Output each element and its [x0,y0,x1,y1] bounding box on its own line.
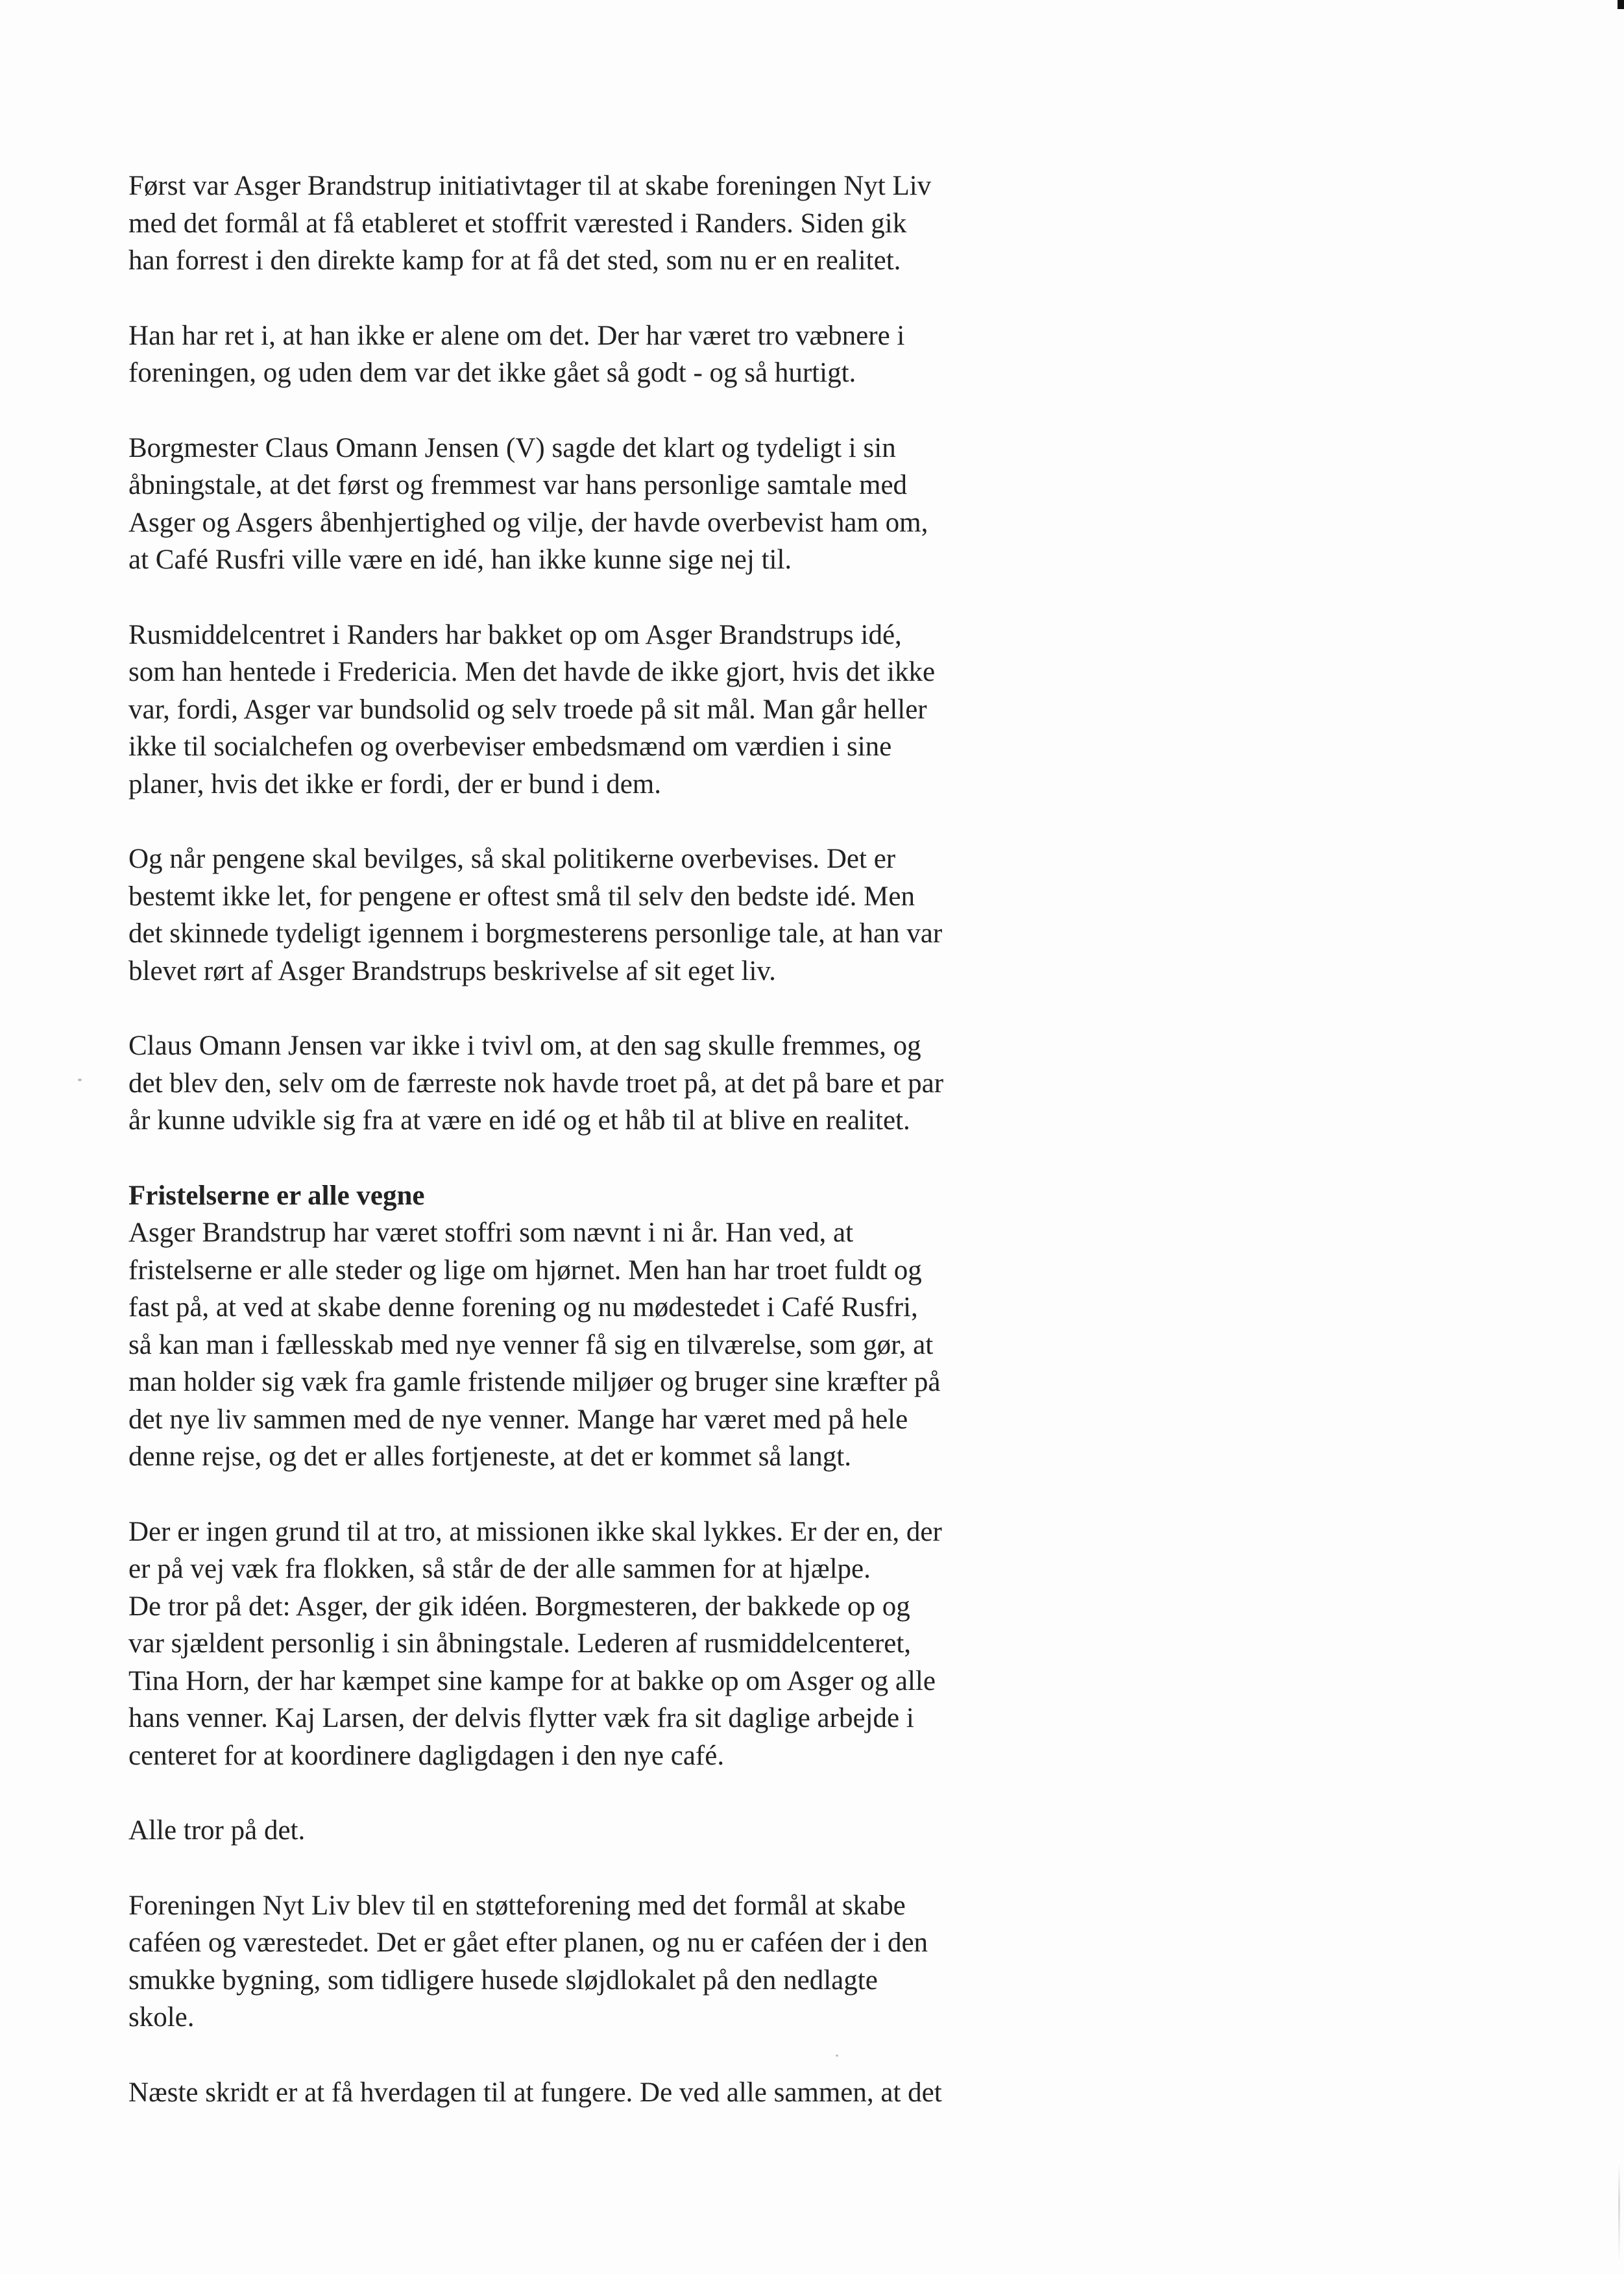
paragraph: Han har ret i, at han ikke er alene om det. Der har været tro væbnere i foreningen, og uden dem var det ikke gået så godt - og så hurtigt. [128,320,905,388]
paragraph: Alle tror på det. [128,1815,306,1846]
paragraph: Og når pengene skal bevilges, så skal politikerne overbevises. Det er bestemt ikke let, for pengene er oftest små til selv den bedste idé. Men det skinnede tydeligt igennem i borgmesterens personlige tale, at han var blevet rørt af Asger Brandstrups beskrivelse af sit eget liv. [128,844,943,986]
paragraph: Først var Asger Brandstrup initiativtager til at skabe foreningen Nyt Liv med det formål at få etableret et stoffrit værested i Randers. Siden gik han forrest i den direkte kamp for at få det sted, som nu er en realitet. [128,171,932,276]
scan-speck [78,1079,82,1081]
page-edge-shadow [1618,2161,1620,2265]
paragraph: Der er ingen grund til at tro, at missionen ikke skal lykkes. Er der en, der er på vej væk fra flokken, så står de der alle sammen for at hjælpe. De tror på det: Asger, der gik idéen. Borgmesteren, der bakkede op og var sjældent personlig i sin åbningstale. Lederen af rusmiddelcenteret, Tina Horn, der har kæmpet sine kampe for at bakke op om Asger og alle hans venner. Kaj Larsen, der delvis flytter væk fra sit daglige arbejde i centeret for at koordinere dagligdagen i den nye café. [128,1516,942,1771]
section-heading: Fristelserne er alle vegne [128,1180,425,1211]
paragraph: Claus Omann Jensen var ikke i tvivl om, at den sag skulle fremmes, og det blev den, selv om de færreste nok havde troet på, at det på bare et par år kunne udvikle sig fra at være en idé og et håb til at blive en realitet. [128,1031,944,1136]
paragraph: Asger Brandstrup har været stoffri som nævnt i ni år. Han ved, at fristelserne er alle steder og lige om hjørnet. Men han har troet fuldt og fast på, at ved at skabe denne forening og nu mødestedet i Café Rusfri, så kan man i fællesskab med nye venner få sig en tilværelse, som gør, at man holder sig væk fra gamle fristende miljøer og bruger sine kræfter på det nye liv sammen med de nye venner. Mange har været med på hele denne rejse, og det er alles fortjeneste, at det er kommet så langt. [128,1217,941,1472]
paragraph: Foreningen Nyt Liv blev til en støtteforening med det formål at skabe caféen og værestedet. Det er gået efter planen, og nu er caféen der i den smukke bygning, som tidligere husede sløjdlokalet på den nedlagte skole. [128,1890,928,2033]
paragraph: Rusmiddelcentret i Randers har bakket op om Asger Brandstrups idé, som han hentede i Fredericia. Men det havde de ikke gjort, hvis det ikke var, fordi, Asger var bundsolid og selv troede på sit mål. Man går heller ikke til socialchefen og overbeviser embedsmænd om værdien i sine planer, hvis det ikke er fordi, der er bund i dem. [128,619,936,800]
paragraph: Borgmester Claus Omann Jensen (V) sagde det klart og tydeligt i sin åbningstale, at det først og fremmest var hans personlige samtale med Asger og Asgers åbenhjertighed og vilje, der havde overbevist ham om, at Café Rusfri ville være en idé, han ikke kunne sige nej til. [128,432,928,575]
document-body [128,167,1244,2111]
paragraph: Næste skridt er at få hverdagen til at fungere. De ved alle sammen, at det [128,2077,942,2108]
scan-corner-mark [1618,0,1624,9]
